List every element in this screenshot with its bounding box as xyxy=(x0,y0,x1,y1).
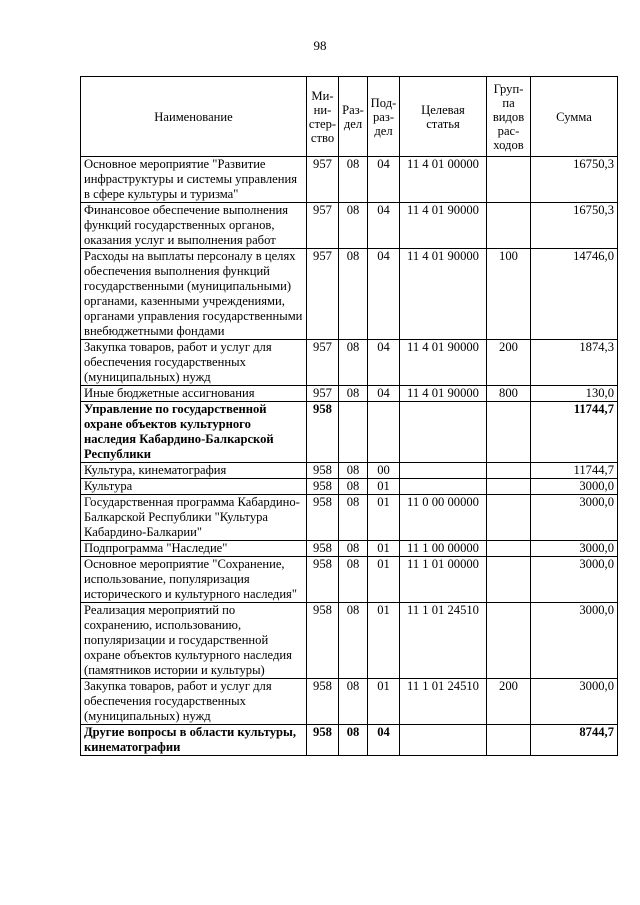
cell-group xyxy=(487,725,531,756)
budget-table xyxy=(80,76,618,756)
cell-name: Финансовое обеспечение выполнения функций государственных органов, оказания услуг и выполнения работ xyxy=(81,203,307,249)
cell-target xyxy=(400,402,487,463)
cell-section xyxy=(339,402,368,463)
cell-subsection: 00 xyxy=(368,463,400,479)
cell-ministry: 958 xyxy=(307,679,339,725)
table-row xyxy=(81,249,618,340)
cell-sum: 14746,0 xyxy=(531,249,618,340)
cell-target xyxy=(400,479,487,495)
cell-name: Закупка товаров, работ и услуг для обеспечения государственных (муниципальных) нужд xyxy=(81,679,307,725)
table-row xyxy=(81,203,618,249)
cell-ministry: 958 xyxy=(307,603,339,679)
cell-ministry: 958 xyxy=(307,495,339,541)
cell-name: Реализация мероприятий по сохранению, использованию, популяризации и государственной охране объектов культурного наследия (памятников истории и культуры) xyxy=(81,603,307,679)
table-header-row xyxy=(81,77,618,157)
cell-subsection: 01 xyxy=(368,479,400,495)
cell-section: 08 xyxy=(339,679,368,725)
cell-group: 100 xyxy=(487,249,531,340)
cell-target: 11 4 01 90000 xyxy=(400,249,487,340)
page-number: 98 xyxy=(313,38,327,53)
cell-group xyxy=(487,541,531,557)
cell-target: 11 0 00 00000 xyxy=(400,495,487,541)
cell-group: 800 xyxy=(487,386,531,402)
cell-group xyxy=(487,557,531,603)
cell-section: 08 xyxy=(339,203,368,249)
cell-ministry: 957 xyxy=(307,249,339,340)
cell-subsection: 04 xyxy=(368,249,400,340)
cell-group xyxy=(487,463,531,479)
cell-target: 11 1 01 24510 xyxy=(400,679,487,725)
cell-sum: 8744,7 xyxy=(531,725,618,756)
cell-name: Закупка товаров, работ и услуг для обеспечения государственных (муниципальных) нужд xyxy=(81,340,307,386)
cell-section: 08 xyxy=(339,249,368,340)
cell-name: Подпрограмма "Наследие" xyxy=(81,541,307,557)
cell-section: 08 xyxy=(339,157,368,203)
cell-name: Основное мероприятие "Сохранение, использование, популяризация исторического и культурного наследия" xyxy=(81,557,307,603)
cell-sum: 130,0 xyxy=(531,386,618,402)
cell-ministry: 958 xyxy=(307,725,339,756)
cell-section: 08 xyxy=(339,725,368,756)
cell-subsection: 04 xyxy=(368,340,400,386)
header-name: Наименование xyxy=(81,77,307,157)
cell-group xyxy=(487,402,531,463)
header-section: Раз- дел xyxy=(339,77,368,157)
cell-target: 11 4 01 90000 xyxy=(400,340,487,386)
cell-subsection: 01 xyxy=(368,495,400,541)
cell-subsection: 04 xyxy=(368,386,400,402)
cell-sum: 16750,3 xyxy=(531,157,618,203)
cell-ministry: 958 xyxy=(307,479,339,495)
table-row xyxy=(81,495,618,541)
header-target: Целевая статья xyxy=(400,77,487,157)
cell-ministry: 958 xyxy=(307,463,339,479)
table-row xyxy=(81,725,618,756)
cell-subsection: 01 xyxy=(368,557,400,603)
cell-subsection: 01 xyxy=(368,603,400,679)
cell-sum: 3000,0 xyxy=(531,603,618,679)
cell-section: 08 xyxy=(339,463,368,479)
cell-target: 11 1 00 00000 xyxy=(400,541,487,557)
cell-name: Культура xyxy=(81,479,307,495)
cell-section: 08 xyxy=(339,479,368,495)
cell-section: 08 xyxy=(339,603,368,679)
table-row xyxy=(81,386,618,402)
cell-target: 11 4 01 90000 xyxy=(400,203,487,249)
cell-ministry: 957 xyxy=(307,340,339,386)
header-sum: Сумма xyxy=(531,77,618,157)
table-row xyxy=(81,541,618,557)
cell-sum: 11744,7 xyxy=(531,463,618,479)
cell-subsection: 04 xyxy=(368,157,400,203)
cell-section: 08 xyxy=(339,495,368,541)
cell-ministry: 957 xyxy=(307,203,339,249)
table-row xyxy=(81,340,618,386)
header-subsection: Под- раз- дел xyxy=(368,77,400,157)
cell-group xyxy=(487,479,531,495)
cell-target xyxy=(400,725,487,756)
table-row xyxy=(81,603,618,679)
cell-ministry: 957 xyxy=(307,157,339,203)
cell-name: Государственная программа Кабардино-Балкарской Республики "Культура Кабардино-Балкарии" xyxy=(81,495,307,541)
header-group: Груп- па видов рас- ходов xyxy=(487,77,531,157)
cell-name: Иные бюджетные ассигнования xyxy=(81,386,307,402)
cell-section: 08 xyxy=(339,541,368,557)
cell-group xyxy=(487,203,531,249)
cell-target: 11 4 01 00000 xyxy=(400,157,487,203)
table-row xyxy=(81,463,618,479)
table-body xyxy=(81,157,618,756)
cell-sum: 3000,0 xyxy=(531,541,618,557)
table-row xyxy=(81,679,618,725)
cell-ministry: 957 xyxy=(307,386,339,402)
table-row xyxy=(81,157,618,203)
header-ministry: Ми- ни- стер- ство xyxy=(307,77,339,157)
cell-sum: 1874,3 xyxy=(531,340,618,386)
cell-sum: 3000,0 xyxy=(531,479,618,495)
cell-target xyxy=(400,463,487,479)
cell-target: 11 1 01 24510 xyxy=(400,603,487,679)
cell-sum: 11744,7 xyxy=(531,402,618,463)
cell-sum: 16750,3 xyxy=(531,203,618,249)
cell-target: 11 1 01 00000 xyxy=(400,557,487,603)
table-row xyxy=(81,402,618,463)
cell-target: 11 4 01 90000 xyxy=(400,386,487,402)
cell-subsection xyxy=(368,402,400,463)
cell-section: 08 xyxy=(339,557,368,603)
cell-sum: 3000,0 xyxy=(531,557,618,603)
cell-group: 200 xyxy=(487,340,531,386)
cell-name: Расходы на выплаты персоналу в целях обеспечения выполнения функций государственными (муниципальными) органами, казенными учреждениями, органами управления государственными внебюджетными фондами xyxy=(81,249,307,340)
cell-sum: 3000,0 xyxy=(531,495,618,541)
cell-name: Основное мероприятие "Развитие инфраструктуры и системы управления в сфере культуры и туризма" xyxy=(81,157,307,203)
cell-subsection: 04 xyxy=(368,725,400,756)
cell-name: Другие вопросы в области культуры, кинематографии xyxy=(81,725,307,756)
cell-section: 08 xyxy=(339,340,368,386)
cell-group xyxy=(487,157,531,203)
cell-ministry: 958 xyxy=(307,541,339,557)
cell-section: 08 xyxy=(339,386,368,402)
table-row xyxy=(81,557,618,603)
cell-name: Культура, кинематография xyxy=(81,463,307,479)
table-row xyxy=(81,479,618,495)
cell-group xyxy=(487,603,531,679)
cell-ministry: 958 xyxy=(307,557,339,603)
cell-ministry: 958 xyxy=(307,402,339,463)
cell-subsection: 04 xyxy=(368,203,400,249)
cell-name: Управление по государственной охране объектов культурного наследия Кабардино-Балкарской Республики xyxy=(81,402,307,463)
cell-subsection: 01 xyxy=(368,679,400,725)
cell-sum: 3000,0 xyxy=(531,679,618,725)
cell-subsection: 01 xyxy=(368,541,400,557)
cell-group xyxy=(487,495,531,541)
cell-group: 200 xyxy=(487,679,531,725)
